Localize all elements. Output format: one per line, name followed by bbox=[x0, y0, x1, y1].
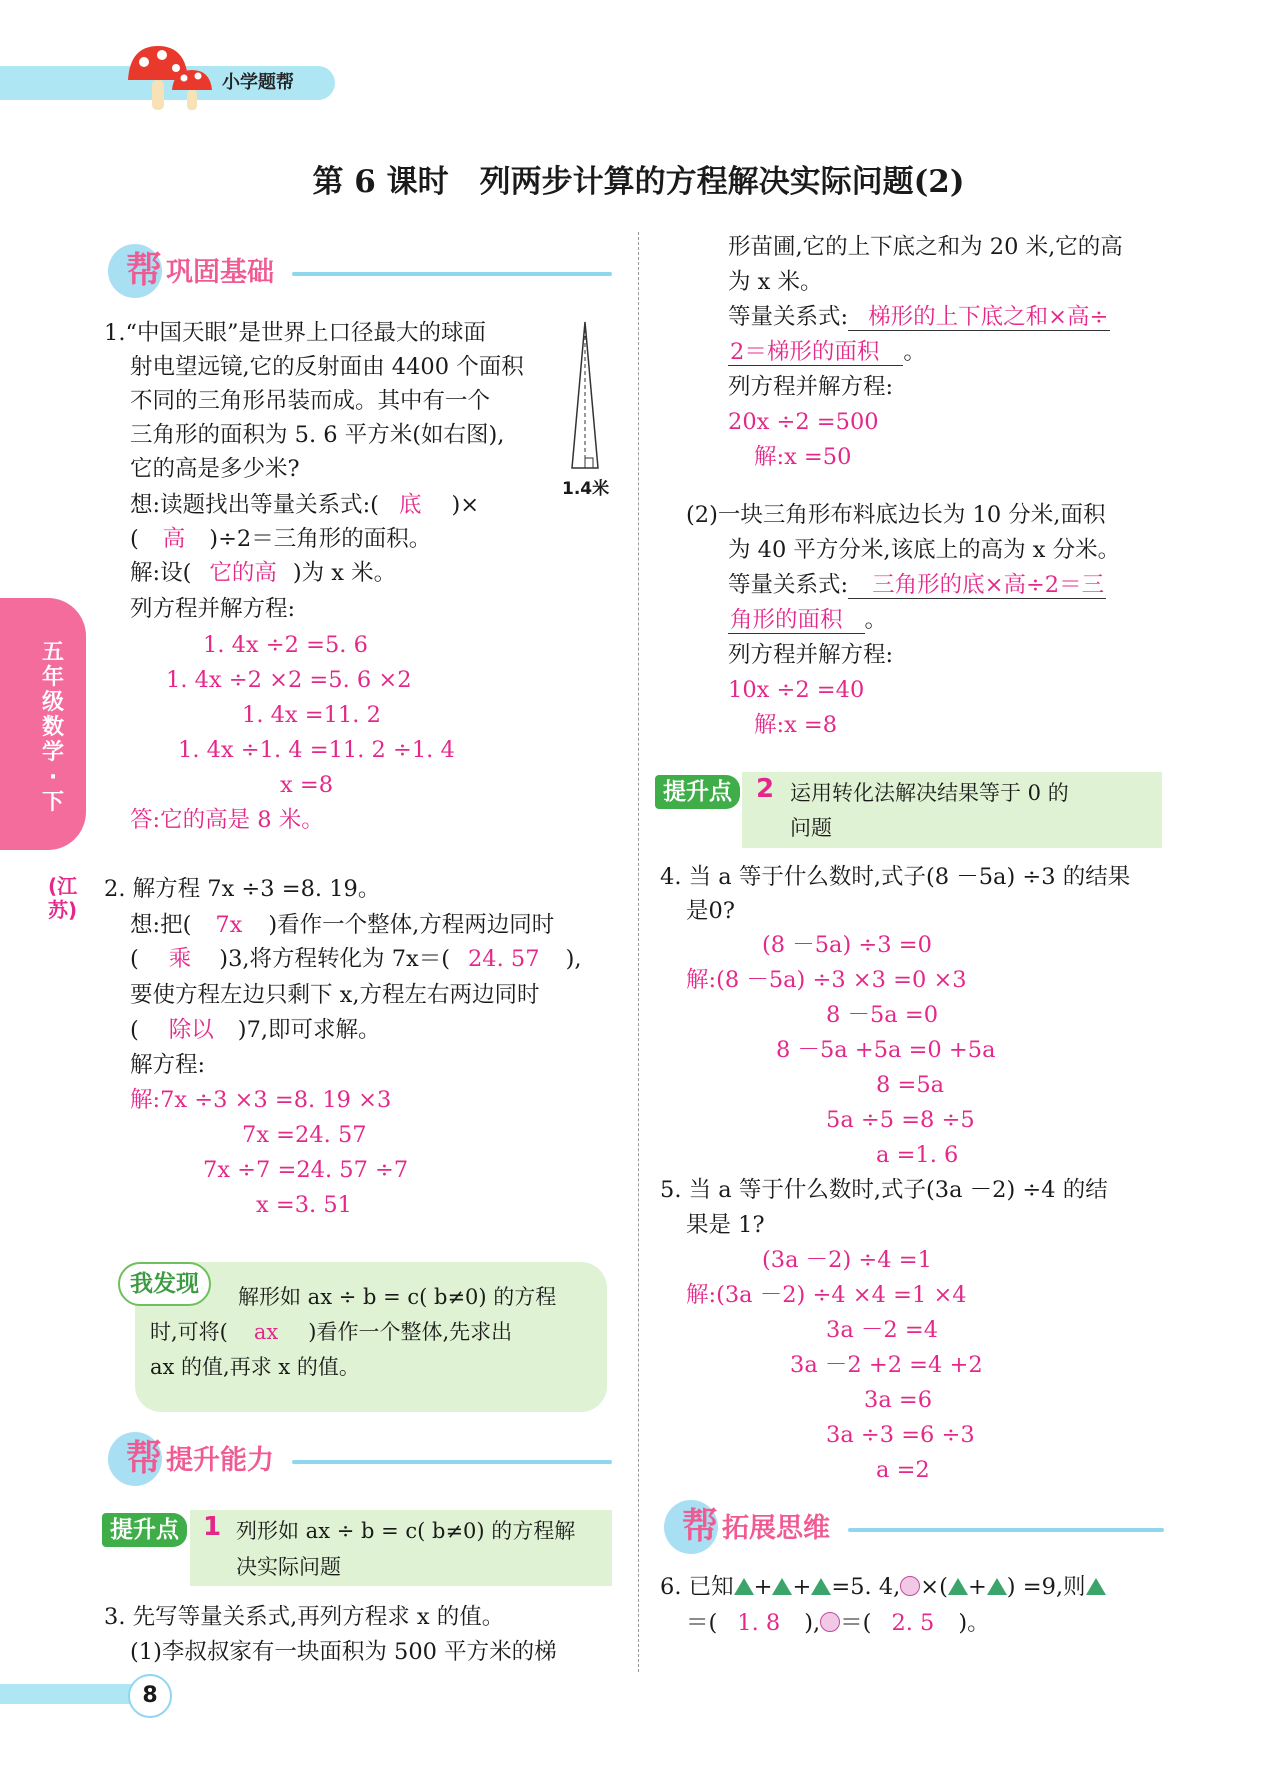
column-divider bbox=[638, 232, 639, 1672]
triangle-icon bbox=[772, 1578, 792, 1595]
section-rule bbox=[848, 1528, 1164, 1532]
q4-step: 解:(8 －5a) ÷3 ×3 =0 ×3 bbox=[686, 967, 967, 993]
discovery-label: 我发现 bbox=[118, 1262, 211, 1306]
q1-step: x =8 bbox=[280, 772, 334, 798]
q3-line: 为 40 平方分米,该底上的高为 x 分米。 bbox=[728, 537, 1121, 563]
q3-step: 解:x =50 bbox=[754, 444, 852, 470]
q2-think: ( 乘 )3,将方程转化为 7x＝( 24. 57 ), bbox=[130, 946, 582, 972]
tip-line: 运用转化法解决结果等于 0 的 bbox=[790, 781, 1069, 805]
q4-step: 5a ÷5 =8 ÷5 bbox=[826, 1107, 975, 1133]
q5-step: 解:(3a －2) ÷4 ×4 =1 ×4 bbox=[686, 1282, 967, 1308]
circle-icon bbox=[900, 1576, 920, 1596]
q4-step: 8 －5a =0 bbox=[826, 1002, 939, 1028]
tip-label: 提升点 bbox=[102, 1513, 187, 1547]
section-title-basic: 巩固基础 bbox=[166, 257, 274, 288]
q5-step: 3a ÷3 =6 ÷3 bbox=[826, 1422, 975, 1448]
q2-step: x =3. 51 bbox=[256, 1192, 352, 1218]
region-label: (江苏) bbox=[48, 874, 78, 922]
section-title-extend: 拓展思维 bbox=[722, 1513, 830, 1544]
q5-line: 5. 当 a 等于什么数时,式子(3a －2) ÷4 的结 bbox=[660, 1177, 1108, 1203]
section-prefix: 帮 bbox=[126, 1438, 163, 1479]
q3-line: (1)李叔叔家有一块面积为 500 平方米的梯 bbox=[130, 1639, 557, 1665]
triangle-icon bbox=[734, 1578, 754, 1595]
q1-line: 不同的三角形吊装而成。其中有一个 bbox=[130, 388, 491, 414]
grade-label: 五年级数学·下 bbox=[41, 640, 64, 815]
q4-line: 是0? bbox=[686, 898, 735, 924]
q3-eq-head: 列方程并解方程: bbox=[728, 374, 894, 400]
section-rule bbox=[292, 1460, 612, 1464]
q1-eq-head: 列方程并解方程: bbox=[130, 596, 296, 622]
q4-line: 4. 当 a 等于什么数时,式子(8 －5a) ÷3 的结果 bbox=[660, 864, 1131, 890]
q1-step: 1. 4x ÷1. 4 =11. 2 ÷1. 4 bbox=[178, 737, 455, 763]
q1-step: 1. 4x =11. 2 bbox=[242, 702, 381, 728]
q1-answer: 答:它的高是 8 米。 bbox=[130, 807, 324, 833]
triangle-icon bbox=[948, 1578, 968, 1595]
q3-step: 20x ÷2 =500 bbox=[728, 409, 879, 435]
page-title: 第 6 课时 列两步计算的方程解决实际问题(2) bbox=[312, 164, 965, 200]
q3-eq-head: 列方程并解方程: bbox=[728, 642, 894, 668]
q1-step: 1. 4x ÷2 =5. 6 bbox=[203, 632, 368, 658]
q2-line: 2. 解方程 7x ÷3 =8. 19。 bbox=[104, 876, 381, 902]
q6-line: 6. 已知 + + =5. 4, ×( + ) =9,则 bbox=[660, 1572, 1106, 1602]
q5-step: 3a －2 =4 bbox=[826, 1317, 939, 1343]
tip-line: 问题 bbox=[790, 816, 832, 840]
q3-line: 为 x 米。 bbox=[728, 269, 823, 295]
q5-step: 3a －2 +2 =4 +2 bbox=[790, 1352, 983, 1378]
q3-line: (2)一块三角形布料底边长为 10 分米,面积 bbox=[686, 502, 1106, 528]
q5-step: 3a =6 bbox=[864, 1387, 933, 1413]
section-prefix: 帮 bbox=[682, 1506, 719, 1547]
discovery-line: ax 的值,再求 x 的值。 bbox=[150, 1355, 360, 1379]
triangle-icon bbox=[987, 1578, 1007, 1595]
tip-label: 提升点 bbox=[655, 775, 740, 809]
section-rule bbox=[292, 272, 612, 276]
q1-line: 三角形的面积为 5. 6 平方米(如右图), bbox=[130, 422, 505, 448]
tip-line: 决实际问题 bbox=[236, 1555, 341, 1579]
q3-relation: 角形的面积 。 bbox=[730, 607, 888, 633]
q3-relation: 等量关系式: 梯形的上下底之和×高÷ bbox=[728, 304, 1109, 330]
q2-think: 要使方程左边只剩下 x,方程左右两边同时 bbox=[130, 982, 540, 1008]
q3-line: 形苗圃,它的上下底之和为 20 米,它的高 bbox=[728, 234, 1123, 260]
q1-step: 1. 4x ÷2 ×2 =5. 6 ×2 bbox=[166, 667, 412, 693]
q3-relation: 等量关系式: 三角形的底×高÷2＝三 bbox=[728, 572, 1105, 598]
q4-step: 8 －5a +5a =0 +5a bbox=[776, 1037, 996, 1063]
q1-line: 它的高是多少米? bbox=[130, 456, 300, 482]
q1-let: 解:设( 它的高 )为 x 米。 bbox=[130, 560, 397, 586]
q5-line: 果是 1? bbox=[686, 1212, 765, 1238]
q5-step: a =2 bbox=[876, 1457, 930, 1483]
section-title-improve: 提升能力 bbox=[166, 1445, 274, 1476]
q1-think: 想:读题找出等量关系式:( 底 )× bbox=[130, 492, 480, 518]
triangle-icon bbox=[811, 1578, 831, 1595]
q1-line: 1.“中国天眼”是世界上口径最大的球面 bbox=[104, 320, 486, 346]
triangle-icon bbox=[1086, 1578, 1106, 1595]
q2-think: 想:把( 7x )看作一个整体,方程两边同时 bbox=[130, 912, 555, 938]
q2-step: 7x =24. 57 bbox=[242, 1122, 367, 1148]
discovery-line: 解形如 ax ÷ b = c( b≠0) 的方程 bbox=[238, 1285, 557, 1309]
triangle-figure bbox=[560, 320, 610, 470]
tip-number: 2 bbox=[756, 774, 775, 804]
tip-line: 列形如 ax ÷ b = c( b≠0) 的方程解 bbox=[236, 1519, 576, 1543]
q2-step: 7x ÷7 =24. 57 ÷7 bbox=[203, 1157, 409, 1183]
q3-line: 3. 先写等量关系式,再列方程求 x 的值。 bbox=[104, 1604, 505, 1630]
q2-head: 解方程: bbox=[130, 1052, 206, 1078]
q4-step: (8 －5a) ÷3 =0 bbox=[762, 932, 932, 958]
section-prefix: 帮 bbox=[126, 250, 163, 291]
mushroom-icon bbox=[124, 44, 216, 114]
q4-step: a =1. 6 bbox=[876, 1142, 959, 1168]
q5-step: (3a －2) ÷4 =1 bbox=[762, 1247, 932, 1273]
q3-step: 解:x =8 bbox=[754, 712, 838, 738]
q6-line: ＝( 1. 8 ), ＝( 2. 5 )。 bbox=[686, 1610, 990, 1636]
brand-name: 小学题帮 bbox=[222, 72, 294, 93]
circle-icon bbox=[820, 1612, 840, 1632]
q3-step: 10x ÷2 =40 bbox=[728, 677, 865, 703]
q1-think: ( 高 )÷2＝三角形的面积。 bbox=[130, 526, 432, 552]
q2-think: ( 除以 )7,即可求解。 bbox=[130, 1017, 381, 1043]
page-number: 8 bbox=[128, 1674, 172, 1718]
q1-line: 射电望远镜,它的反射面由 4400 个面积 bbox=[130, 354, 524, 380]
q3-relation: 2＝梯形的面积 。 bbox=[730, 339, 926, 365]
tip-number: 1 bbox=[203, 1512, 222, 1542]
figure-label: 1.4米 bbox=[562, 479, 610, 499]
q2-step: 解:7x ÷3 ×3 =8. 19 ×3 bbox=[130, 1087, 392, 1113]
discovery-line: 时,可将( ax )看作一个整体,先求出 bbox=[150, 1320, 513, 1344]
q4-step: 8 =5a bbox=[876, 1072, 945, 1098]
